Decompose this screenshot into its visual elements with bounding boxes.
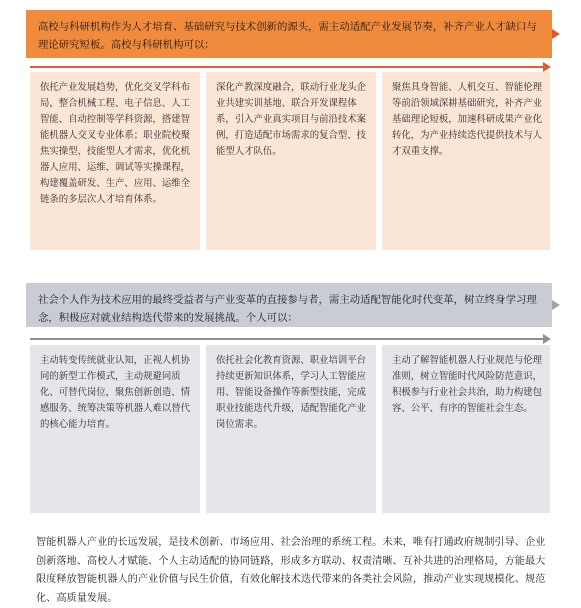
universities-banner-text: 高校与科研机构作为人才培育、基础研究与技术创新的源头，需主动适配产业发展节奏，补齐产业人才缺口与理论研究短板。高校与科研机构可以： — [38, 21, 537, 51]
arrow-right-icon — [543, 334, 551, 344]
universities-banner — [26, 10, 552, 58]
universities-arrow-line — [30, 66, 544, 68]
universities-card-2-text: 深化产教深度融合，联动行业龙头企业共建实训基地、联合开发课程体系，引入产业真实项目与前沿技术案例，打造适配市场需求的复合型、技能型人才队伍。 — [216, 82, 367, 157]
individuals-card-3 — [382, 345, 550, 513]
individuals-card-1-text: 主动转变传统就业认知，正视人机协同的新型工作模式，主动规避同质化、可替代岗位，聚焦创新创造、情感服务、统筹决策等机器人难以替代的核心能力培育。 — [40, 355, 191, 430]
universities-card-1 — [30, 72, 200, 250]
individuals-card-1 — [30, 345, 200, 513]
universities-card-3 — [382, 72, 550, 250]
individuals-card-3-text: 主动了解智能机器人行业规范与伦理准则，树立智能时代风险防范意识，积极参与行业社会共治，助力构建包容、公平、有序的智能社会生态。 — [392, 355, 543, 414]
banner-arrow-icon — [552, 29, 560, 39]
arrow-right-icon — [543, 62, 551, 72]
individuals-banner-text: 社会个人作为技术应用的最终受益者与产业变革的直接参与者，需主动适配智能化时代变革，树立终身学习理念，积极应对就业结构迭代带来的发展挑战。个人可以： — [38, 294, 537, 324]
individuals-card-2-text: 依托社会化教育资源、职业培训平台持续更新知识体系，学习人工智能应用、智能设备操作等新型技能，完成职业技能迭代升级，适配智能化产业岗位需求。 — [216, 355, 367, 430]
individuals-card-2 — [206, 345, 376, 513]
individuals-arrow-line — [30, 338, 544, 340]
individuals-banner — [26, 283, 552, 327]
universities-card-2 — [206, 72, 376, 250]
closing-paragraph: 智能机器人产业的长远发展，是技术创新、市场应用、社会治理的系统工程。未来，唯有打通政府规制引导、企业创新落地、高校人才赋能、个人主动适配的协同链路，形成多方联动、权责清晰、互补共进的治理格局，方能最大限度释放智能机器人的产业价值与民生价值，有效化解技术迭代带来的各类社会风险，推动产业实现规模化、规范化、高质量发展。 — [36, 537, 546, 604]
banner-arrow-icon — [552, 300, 560, 310]
universities-card-3-text: 聚焦具身智能、人机交互、智能伦理等前沿领域深耕基础研究，补齐产业基础理论短板，加速科研成果产业化转化，为产业持续迭代提供技术与人才双重支撑。 — [392, 82, 543, 157]
universities-card-1-text: 依托产业发展趋势，优化交叉学科布局，整合机械工程、电子信息、人工智能、自动控制等学科资源，搭建智能机器人交叉专业体系；职业院校聚焦实操型、技能型人才需求，优化机器人应用、运维、调试等实操课程，构建覆盖研发、生产、应用、运维全链条的多层次人才培育体系。 — [40, 82, 191, 205]
